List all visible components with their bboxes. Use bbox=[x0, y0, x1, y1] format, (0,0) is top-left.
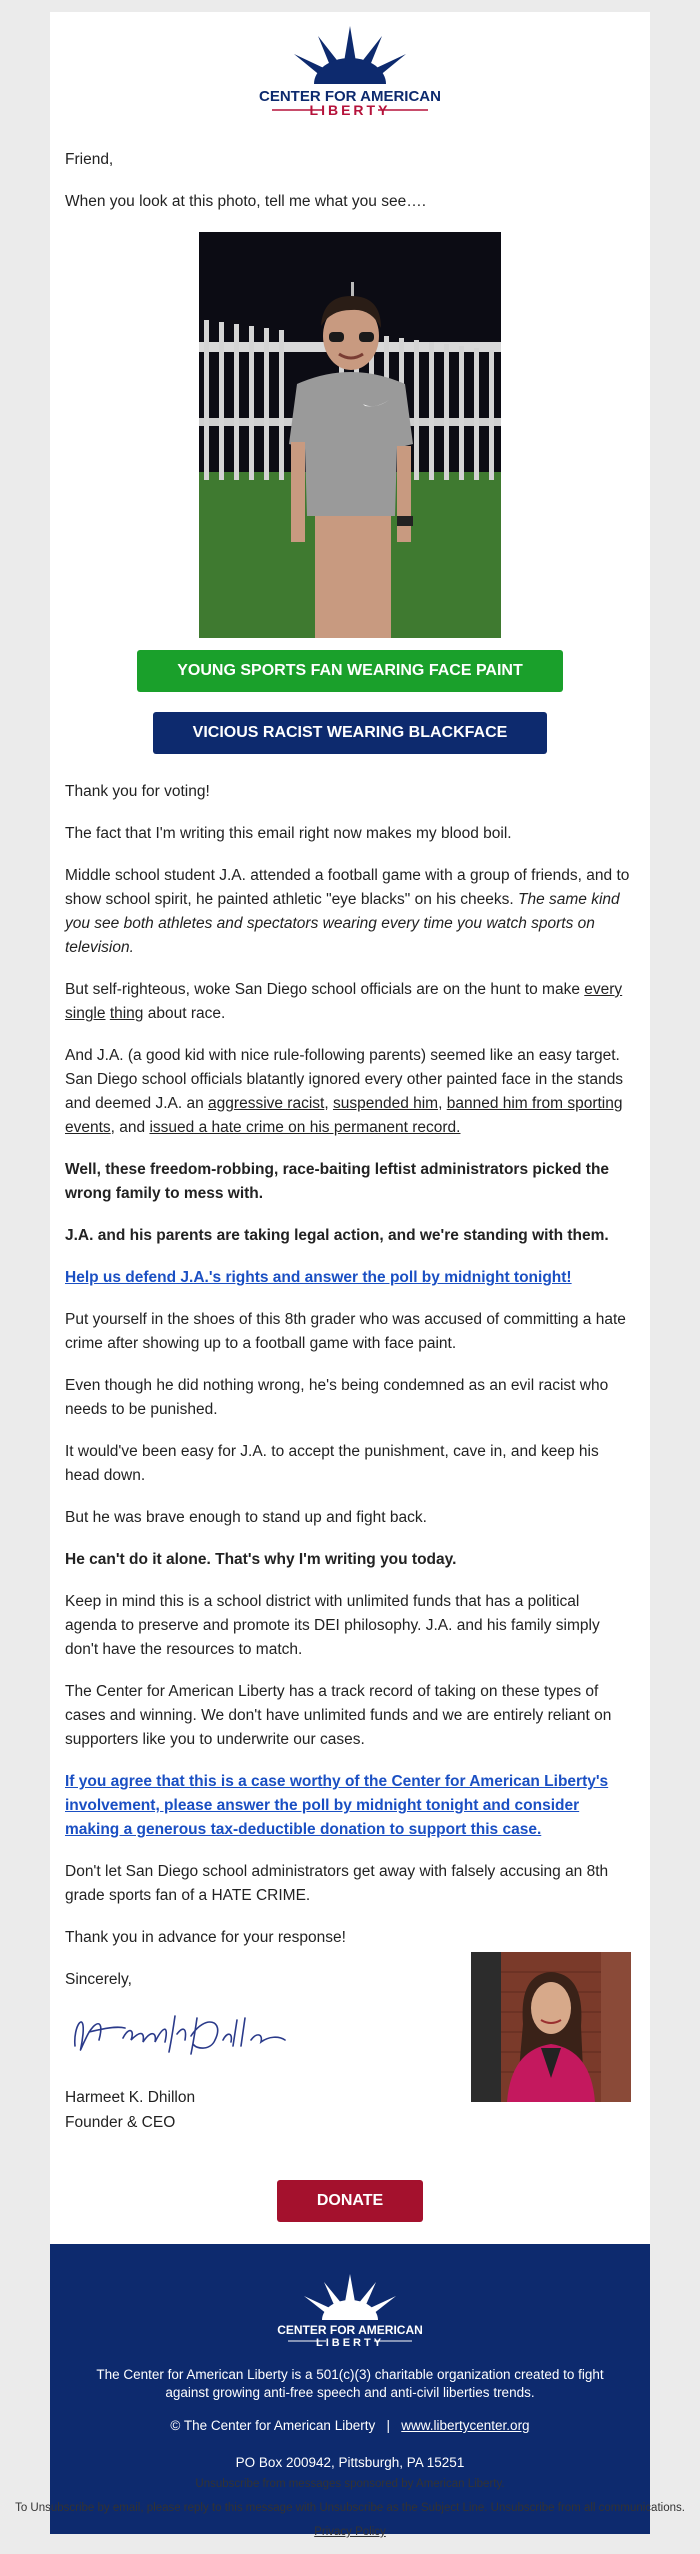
greeting: Friend, bbox=[65, 151, 114, 168]
brand-name-line2: LIBERTY bbox=[309, 102, 391, 118]
dont-let-text: Don't let San Diego school administrators get away with falsely accusing an 8th grade sports fan of a HATE CRIME. bbox=[65, 1863, 609, 1904]
woke-text-end: about race. bbox=[143, 1005, 226, 1022]
signer-title: Founder & CEO bbox=[65, 2114, 176, 2131]
intro-text: When you look at this photo, tell me what you see…. bbox=[65, 193, 426, 210]
footer-divider: | bbox=[386, 2418, 390, 2433]
bold-statement-2: J.A. and his parents are taking legal action, and we're standing with them. bbox=[65, 1227, 609, 1244]
hate-crime-link[interactable]: issued a hate crime on his permanent record. bbox=[149, 1119, 461, 1136]
sunburst-logo-icon bbox=[230, 22, 470, 126]
thing-link[interactable]: thing bbox=[109, 1005, 144, 1022]
target-text: And J.A. (a good kid with nice rule-following parents) seemed like an easy target. San Diego school officials blatantly ignored every other painted face in the stands and deemed J.A. an bbox=[65, 1047, 624, 1112]
alone-text: He can't do it alone. That's why I'm writing you today. bbox=[65, 1551, 457, 1568]
unsubscribe-sponsor-link[interactable]: Unsubscribe from messages sponsored by American Liberty. bbox=[195, 2478, 505, 2490]
bottom-legal bbox=[0, 2478, 700, 2550]
poll-option-blackface-button[interactable]: VICIOUS RACIST WEARING BLACKFACE bbox=[153, 712, 547, 754]
sep-3: , and bbox=[110, 1119, 150, 1136]
defend-rights-link[interactable]: Help us defend J.A.'s rights and answer the poll by midnight tonight! bbox=[65, 1269, 572, 1286]
signer-headshot bbox=[471, 1952, 631, 2102]
advance-thanks-text: Thank you in advance for your response! bbox=[65, 1929, 346, 1946]
poll-option-face-paint-button[interactable]: YOUNG SPORTS FAN WEARING FACE PAINT bbox=[137, 650, 563, 692]
donate-appeal-link[interactable]: If you agree that this is a case worthy of the Center for American Liberty's involvement, please answer the poll by midnight tonight and consider making a generous tax-deductible donation to support this case. bbox=[65, 1773, 609, 1838]
student-photo bbox=[199, 232, 501, 638]
header-logo bbox=[50, 12, 650, 132]
footer-brand-line2: LIBERTY bbox=[315, 2337, 385, 2349]
brand-name-line1: CENTER FOR AMERICAN bbox=[259, 88, 441, 105]
blood-boil-text: The fact that I'm writing this email right now makes my blood boil. bbox=[65, 825, 512, 842]
footer-description: The Center for American Liberty is a 501(c)(3) charitable organization created to fight against growing anti-free speech and anti-civil liberties trends. bbox=[96, 2367, 604, 2400]
story-text: Middle school student J.A. attended a football game with a group of friends, and to show school spirit, he painted athletic "eye blacks" on his cheeks. bbox=[65, 867, 630, 908]
every-link[interactable]: every bbox=[584, 981, 623, 998]
brave-text: But he was brave enough to stand up and fight back. bbox=[65, 1509, 427, 1526]
privacy-policy-link[interactable]: Privacy Policy bbox=[314, 2526, 386, 2538]
woke-paragraph bbox=[65, 978, 635, 1026]
record-text: The Center for American Liberty has a track record of taking on these types of cases and winning. We don't have unlimited funds and we are entirely reliant on supporters like you to underwrite our cases. bbox=[65, 1683, 612, 1748]
suspended-link[interactable]: suspended him bbox=[332, 1095, 439, 1112]
footer-website-link[interactable]: www.libertycenter.org bbox=[401, 2418, 530, 2433]
footer-logo-icon bbox=[260, 2272, 440, 2352]
shoes-text: Put yourself in the shoes of this 8th grader who was accused of committing a hate crime after showing up to a football game with face paint. bbox=[65, 1311, 626, 1352]
woke-text: But self-righteous, woke San Diego school officials are on the hunt to make bbox=[65, 981, 585, 998]
handwritten-signature bbox=[65, 1996, 295, 2066]
condemned-text: Even though he did nothing wrong, he's being condemned as an evil racist who needs to be punished. bbox=[65, 1377, 609, 1418]
target-paragraph bbox=[65, 1044, 635, 1140]
easy-text: It would've been easy for J.A. to accept the punishment, cave in, and keep his head down. bbox=[65, 1443, 599, 1484]
single-link[interactable]: single bbox=[65, 1005, 106, 1022]
footer-brand-line1: CENTER FOR AMERICAN bbox=[277, 2323, 423, 2337]
footer-copyright: © The Center for American Liberty bbox=[170, 2418, 376, 2433]
district-text: Keep in mind this is a school district with unlimited funds that has a political agenda to preserve and promote its DEI philosophy. J.A. and his family simply don't have the resources to match. bbox=[65, 1593, 600, 1658]
aggressive-racist-link[interactable]: aggressive racist bbox=[208, 1095, 325, 1112]
signature-block bbox=[65, 1968, 635, 2174]
sep-1: , bbox=[324, 1095, 333, 1112]
sincerely-text: Sincerely, bbox=[65, 1971, 132, 1988]
signer-name: Harmeet K. Dhillon bbox=[65, 2089, 196, 2106]
sep-2: , bbox=[438, 1095, 447, 1112]
banned-link[interactable]: banned him from sporting events bbox=[65, 1095, 623, 1136]
story-italic-text: The same kind you see both athletes and spectators wearing every time you watch sports on television. bbox=[65, 891, 620, 956]
email-card bbox=[50, 12, 650, 2534]
donate-button[interactable]: DONATE bbox=[277, 2180, 423, 2222]
story-paragraph bbox=[65, 864, 635, 960]
footer-address: PO Box 200942, Pittsburgh, PA 15251 bbox=[235, 2455, 465, 2470]
footer-copyright-row bbox=[50, 2418, 650, 2433]
thanks-text: Thank you for voting! bbox=[65, 783, 210, 800]
bold-statement-1: Well, these freedom-robbing, race-baiting leftist administrators picked the wrong family to mess with. bbox=[65, 1161, 610, 1202]
unsubscribe-email-text[interactable]: To Unsubscribe by email, please reply to this message with Unsubscribe as the Subject Line. Unsubscribe from all communications. bbox=[15, 2502, 685, 2514]
